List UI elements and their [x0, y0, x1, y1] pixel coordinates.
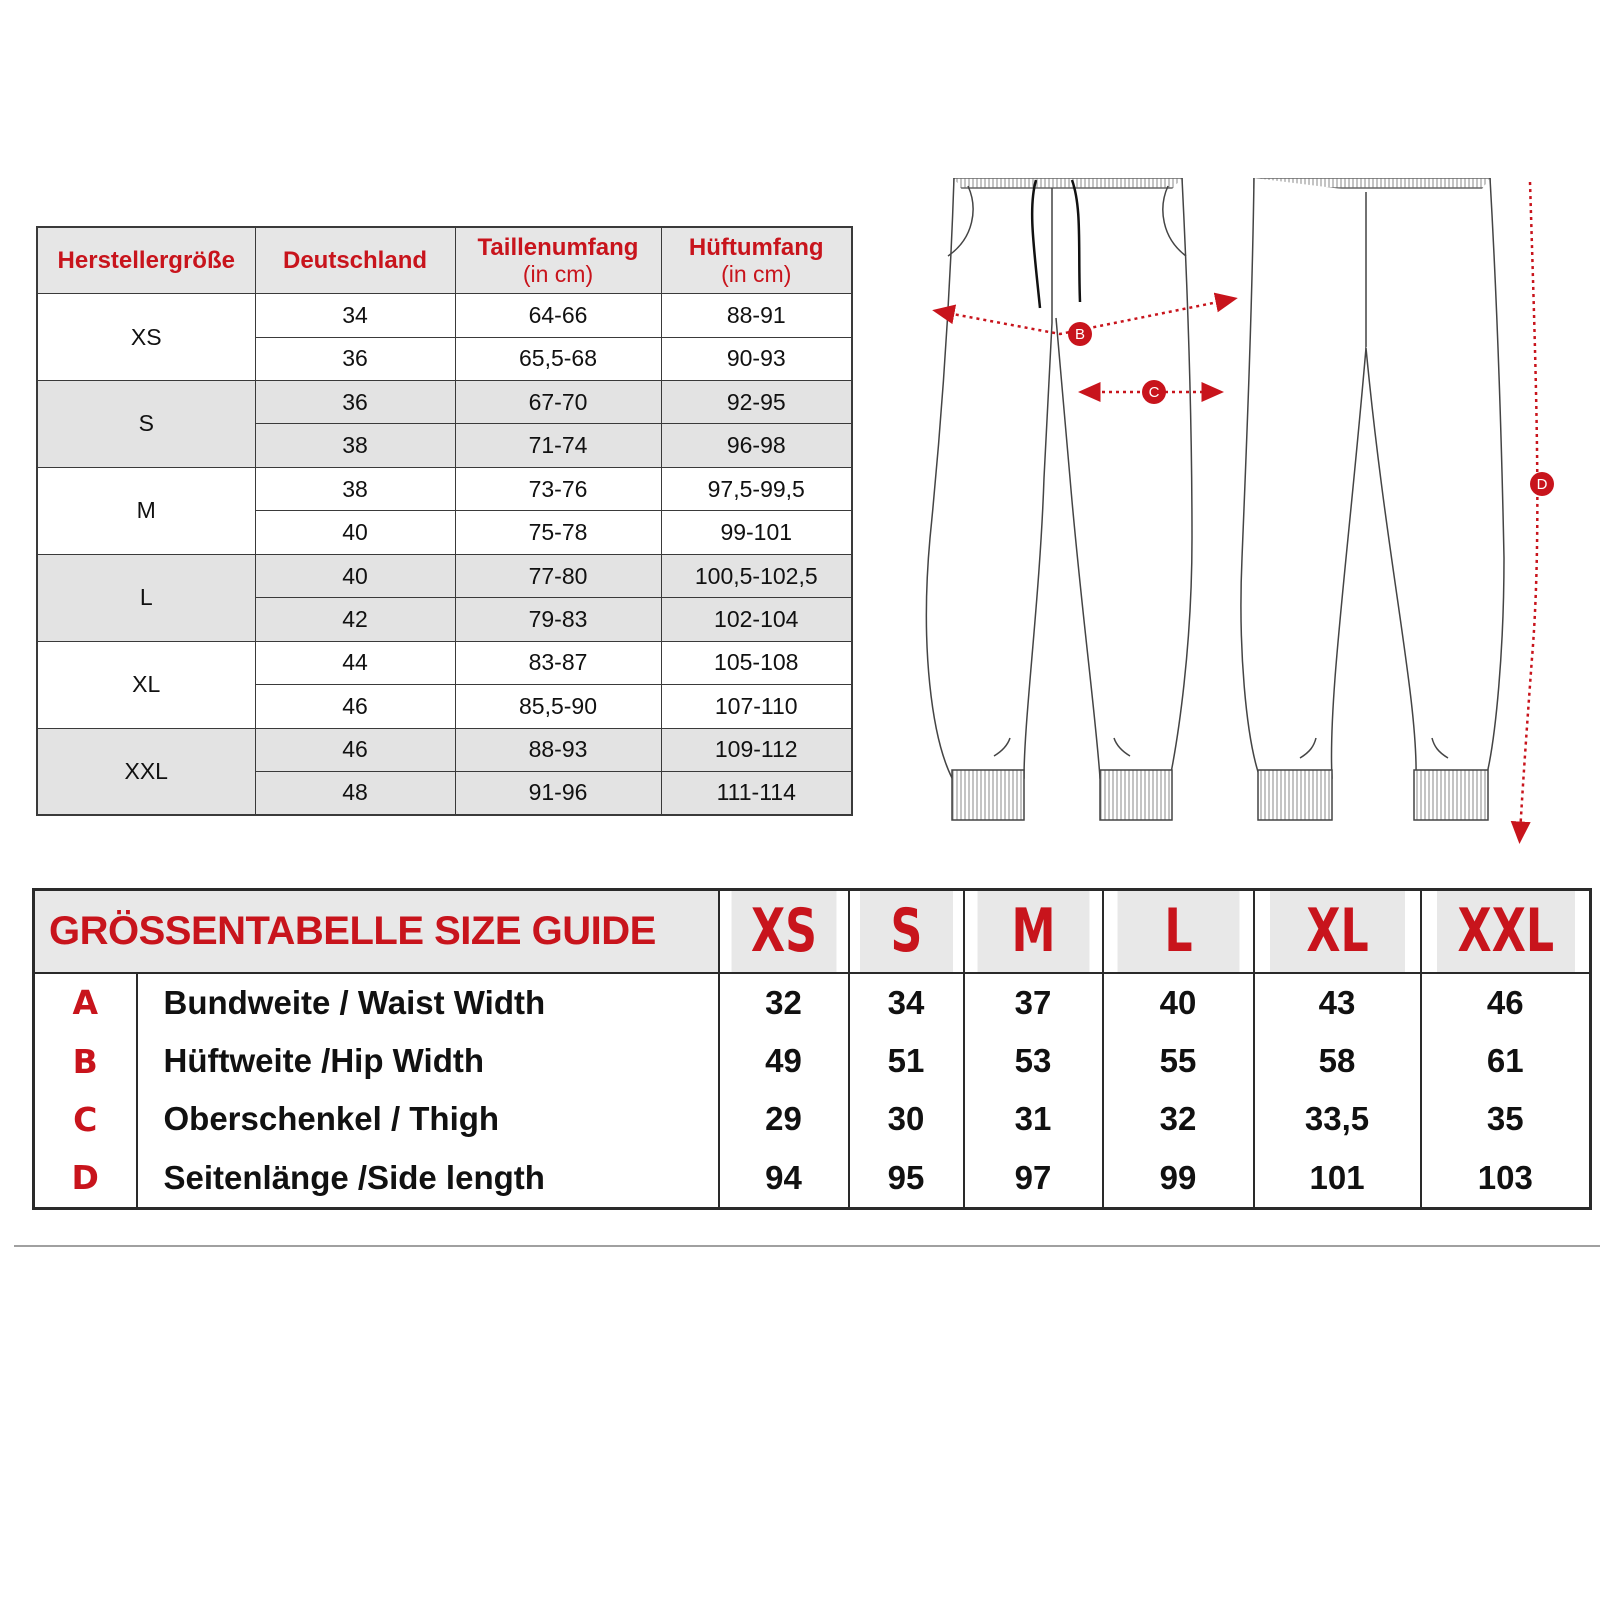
size-header-xs: XS	[730, 890, 837, 973]
measure-label: Hüftweite /Hip Width	[137, 1032, 719, 1090]
header-waist-title: Taillenumfang	[477, 233, 639, 261]
table-row	[37, 467, 852, 510]
value-cell: 30	[849, 1090, 964, 1148]
measure-letter: A	[34, 973, 137, 1032]
hip-cell: 102-104	[661, 598, 852, 641]
value-cell: 55	[1103, 1032, 1254, 1090]
header-germany: Deutschland	[255, 227, 455, 294]
back-right-cuff	[1414, 770, 1488, 820]
table-row	[34, 1149, 1591, 1209]
header-manufacturer: Herstellergröße	[37, 227, 255, 294]
de-size-cell: 48	[255, 771, 455, 815]
header-waist-unit: (in cm)	[522, 260, 594, 287]
hip-cell: 111-114	[661, 771, 852, 815]
size-cell: M	[37, 467, 255, 554]
size-header-m: M	[976, 890, 1090, 973]
marker-b-label: B	[1074, 326, 1086, 343]
value-cell: 94	[719, 1149, 849, 1209]
table-row	[37, 554, 852, 597]
side-length-line	[1520, 182, 1537, 834]
hip-cell: 96-98	[661, 424, 852, 467]
header-hip-unit: (in cm)	[721, 260, 792, 287]
value-cell: 46	[1486, 983, 1524, 1021]
value-cell: 101	[1254, 1149, 1421, 1209]
value-cell: 51	[849, 1032, 964, 1090]
value-cell: 33,5	[1254, 1090, 1421, 1148]
value-cell: 61	[1486, 1042, 1524, 1080]
de-size-cell: 36	[255, 381, 455, 424]
value-cell: 40	[1103, 973, 1254, 1032]
size-header-s: S	[859, 890, 953, 973]
marker-b	[1068, 322, 1092, 346]
table-row	[37, 294, 852, 337]
size-header-l: L	[1116, 890, 1240, 973]
marker-c	[1142, 380, 1166, 404]
hip-cell: 109-112	[661, 728, 852, 771]
value-cell: 53	[964, 1032, 1103, 1090]
value-cell: 99	[1103, 1149, 1254, 1209]
waist-cell: 85,5-90	[455, 685, 661, 728]
measure-letter: C	[34, 1090, 137, 1148]
hip-cell: 88-91	[661, 294, 852, 337]
value-cell: 37	[964, 973, 1103, 1032]
size-cell: XL	[37, 641, 255, 728]
marker-c-label: C	[1148, 384, 1160, 401]
front-left-cuff	[952, 770, 1024, 820]
front-left-leg-outline	[926, 178, 1052, 778]
de-size-cell: 42	[255, 598, 455, 641]
waist-cell: 75-78	[455, 511, 661, 554]
pants-front-view	[926, 178, 1192, 820]
value-cell: 35	[1486, 1100, 1524, 1138]
value-cell: 103	[1477, 1158, 1533, 1196]
waist-cell: 91-96	[455, 771, 661, 815]
table-row	[37, 641, 852, 684]
value-cell: 43	[1254, 973, 1421, 1032]
size-cell: XXL	[37, 728, 255, 815]
table-row	[37, 728, 852, 771]
hip-cell: 107-110	[661, 685, 852, 728]
de-size-cell: 46	[255, 685, 455, 728]
pants-measurement-diagram	[920, 178, 1560, 848]
drawstring-left	[1032, 180, 1040, 308]
back-left-leg-outline	[1241, 178, 1366, 778]
header-hip	[661, 227, 852, 294]
value-cell: 29	[719, 1090, 849, 1148]
waist-cell: 77-80	[455, 554, 661, 597]
table-row	[37, 381, 852, 424]
measure-letter: B	[34, 1032, 137, 1090]
waist-cell: 88-93	[455, 728, 661, 771]
marker-d	[1530, 472, 1554, 496]
de-size-cell: 44	[255, 641, 455, 684]
size-cell: S	[37, 381, 255, 468]
size-cell: XS	[37, 294, 255, 381]
hip-cell: 100,5-102,5	[661, 554, 852, 597]
de-size-cell: 40	[255, 511, 455, 554]
front-waistband	[954, 178, 1182, 188]
measure-label: Seitenlänge /Side length	[137, 1149, 719, 1209]
de-size-cell: 40	[255, 554, 455, 597]
table-row	[34, 973, 1591, 1032]
value-cell: 34	[849, 973, 964, 1032]
size-guide-header	[34, 890, 1591, 973]
divider-line	[14, 1245, 1600, 1247]
de-size-cell: 36	[255, 337, 455, 380]
hip-cell: 105-108	[661, 641, 852, 684]
header-waist	[455, 227, 661, 294]
hip-cell: 90-93	[661, 337, 852, 380]
size-header-xxl: XXL	[1436, 890, 1575, 973]
de-size-cell: 34	[255, 294, 455, 337]
back-right-leg-outline	[1366, 178, 1504, 778]
size-guide-title: GRÖSSENTABELLE SIZE GUIDE	[34, 890, 719, 973]
waist-cell: 79-83	[455, 598, 661, 641]
value-cell: 95	[849, 1149, 964, 1209]
value-cell: 32	[719, 973, 849, 1032]
drawstring	[1032, 180, 1080, 308]
value-cell: 31	[964, 1090, 1103, 1148]
waist-cell: 64-66	[455, 294, 661, 337]
front-right-cuff	[1100, 770, 1172, 820]
pants-back-view	[1241, 178, 1504, 820]
size-guide-table	[32, 888, 1592, 1210]
measure-label: Bundweite / Waist Width	[137, 973, 719, 1032]
table-row	[34, 1032, 1591, 1090]
size-conversion-table	[36, 226, 853, 816]
size-conversion-header	[37, 227, 852, 294]
drawstring-right	[1072, 180, 1080, 302]
de-size-cell: 38	[255, 467, 455, 510]
de-size-cell: 38	[255, 424, 455, 467]
measure-label: Oberschenkel / Thigh	[137, 1090, 719, 1148]
hip-cell: 92-95	[661, 381, 852, 424]
table-row	[34, 1090, 1591, 1148]
front-right-leg-outline	[1056, 178, 1192, 778]
value-cell: 32	[1103, 1090, 1254, 1148]
waist-cell: 83-87	[455, 641, 661, 684]
size-header-xl: XL	[1269, 890, 1406, 973]
back-left-cuff	[1258, 770, 1332, 820]
value-cell: 58	[1254, 1032, 1421, 1090]
hip-cell: 99-101	[661, 511, 852, 554]
header-hip-title: Hüftumfang	[688, 233, 824, 261]
de-size-cell: 46	[255, 728, 455, 771]
waist-cell: 71-74	[455, 424, 661, 467]
value-cell: 49	[719, 1032, 849, 1090]
value-cell: 97	[964, 1149, 1103, 1209]
waist-cell: 73-76	[455, 467, 661, 510]
hip-cell: 97,5-99,5	[661, 467, 852, 510]
waist-cell: 67-70	[455, 381, 661, 424]
size-cell: L	[37, 554, 255, 641]
measure-letter: D	[34, 1149, 137, 1209]
waist-cell: 65,5-68	[455, 337, 661, 380]
marker-d-label: D	[1536, 476, 1548, 493]
